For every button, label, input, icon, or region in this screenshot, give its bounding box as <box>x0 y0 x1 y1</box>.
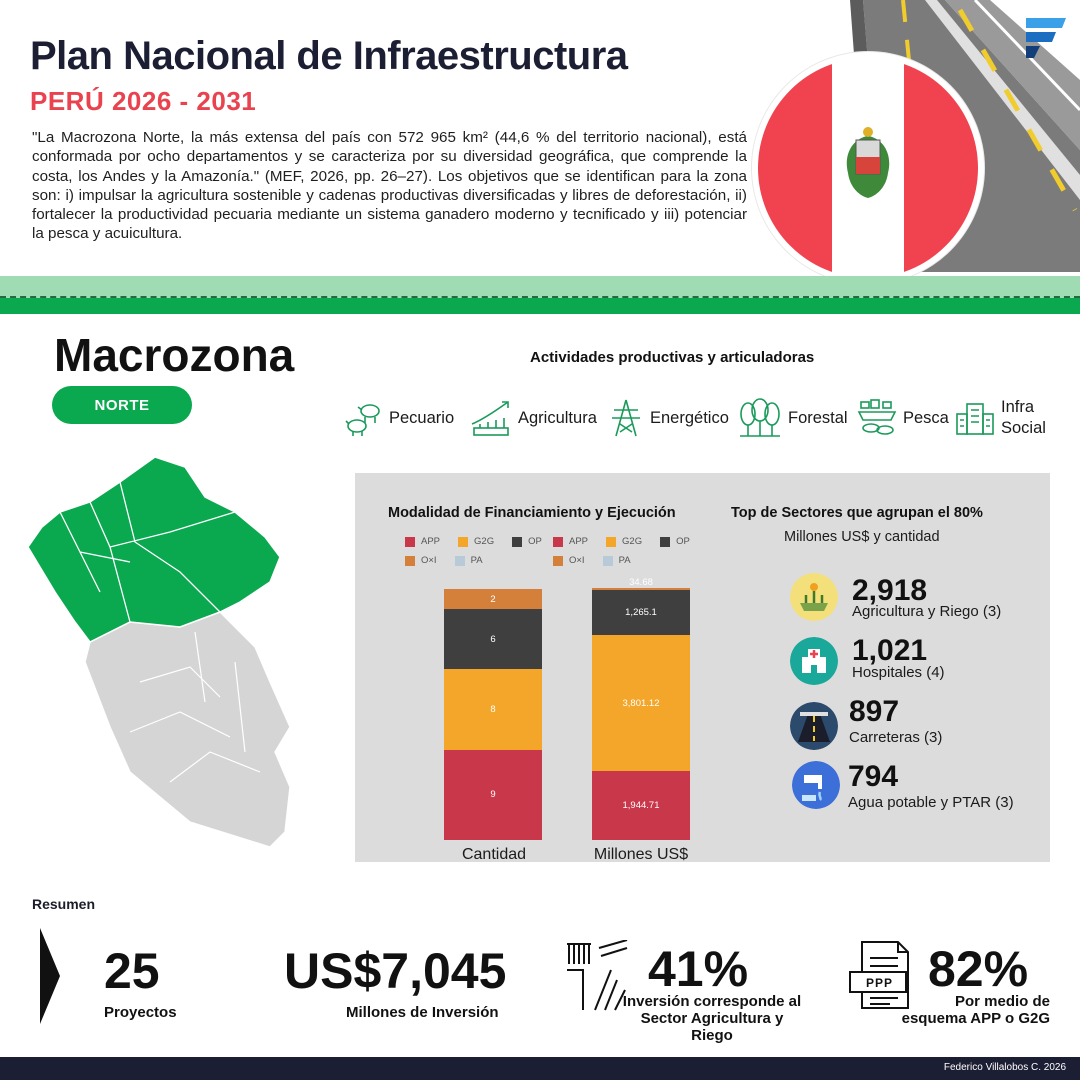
legend-swatch <box>603 556 613 566</box>
x-axis-label: Cantidad <box>461 846 527 863</box>
data-label: 34.68 <box>629 577 653 589</box>
bar-segment <box>444 669 542 749</box>
forest-icon <box>738 398 782 438</box>
activity-forestal <box>738 396 848 440</box>
legend-label: G2G <box>622 536 643 547</box>
bar-millones <box>592 577 690 840</box>
divider-band-dark <box>0 298 1080 314</box>
activity-label: Energético <box>650 408 729 427</box>
sector-value: 1,021 <box>852 634 928 667</box>
sector-item <box>790 637 838 690</box>
sectors-subtitle: Millones US$ y cantidad <box>784 529 940 545</box>
peru-flag-image <box>752 52 984 284</box>
peru-map <box>20 452 320 852</box>
legend-entry <box>603 555 631 566</box>
ppp-share-label: Por medio de esquema APP o G2G <box>901 993 1050 1027</box>
ppp-share-value: 82% <box>928 941 1029 997</box>
legend-entry <box>606 536 642 547</box>
data-label: 1,944.71 <box>622 799 660 811</box>
activity-energetico <box>608 396 729 440</box>
legend-swatch <box>512 537 522 547</box>
brand-logo-icon <box>1022 14 1068 60</box>
legend-label: G2G <box>474 536 495 547</box>
bar-segment <box>592 577 690 590</box>
activity-pecuario <box>343 396 454 440</box>
chevron-right-icon <box>40 928 60 1024</box>
finance-chart-title: Modalidad de Financiamiento y Ejecución <box>388 505 676 521</box>
legend-label: OP <box>676 536 690 547</box>
livestock-icon <box>343 398 383 438</box>
legend-swatch <box>455 556 465 566</box>
activity-label: Pecuario <box>389 408 455 427</box>
activity-infra-social <box>955 396 1046 440</box>
investment-label: Millones de Inversión <box>346 1004 499 1021</box>
sector-item <box>792 761 840 814</box>
legend-entry <box>660 536 690 547</box>
activity-label: Forestal <box>788 408 848 427</box>
bar-segment <box>444 589 542 609</box>
agriculture-icon <box>470 398 512 438</box>
investment-value: US$7,045 <box>284 943 507 999</box>
sector-label: Carreteras (3) <box>849 729 943 746</box>
chart-legend-millones <box>553 536 733 566</box>
macrozona-badge: NORTE <box>52 386 192 424</box>
finance-panel <box>355 473 1050 862</box>
activities-title: Actividades productivas y articuladoras <box>530 349 815 366</box>
water-tap-icon <box>792 761 840 809</box>
hospital-icon <box>790 637 838 685</box>
agri-share-label: Inversión corresponde al Sector Agricultura y Riego <box>622 993 802 1044</box>
legend-entry <box>553 536 588 547</box>
x-axis-label: Millones US$ <box>593 846 689 863</box>
bar-cantidad <box>444 589 542 840</box>
bar-segment <box>444 609 542 669</box>
projects-value: 25 <box>104 943 160 999</box>
data-label: 9 <box>490 789 496 801</box>
summary-title: Resumen <box>32 896 96 912</box>
bar-segment <box>444 750 542 840</box>
legend-label: PA <box>470 555 483 566</box>
sector-label: Hospitales (4) <box>852 664 945 681</box>
bar-segment <box>592 771 690 840</box>
sectors-title: Top de Sectores que agrupan el 80% <box>731 505 983 521</box>
legend-swatch <box>458 537 468 547</box>
divider-dashed-line <box>0 296 1080 298</box>
legend-swatch <box>660 537 670 547</box>
activity-label: Agricultura <box>518 408 597 427</box>
sector-value: 2,918 <box>852 574 928 607</box>
footer-credit: Federico Villalobos C. 2026 <box>943 1062 1066 1073</box>
legend-label: OP <box>528 536 542 547</box>
legend-label: O×I <box>421 555 437 566</box>
ppp-icon-text: PPP <box>866 976 894 990</box>
legend-entry <box>512 536 542 547</box>
legend-swatch <box>405 556 415 566</box>
legend-entry <box>405 536 440 547</box>
legend-swatch <box>553 556 563 566</box>
legend-label: APP <box>569 536 589 547</box>
data-label: 1,265.1 <box>625 607 657 619</box>
legend-label: O×I <box>569 555 585 566</box>
legend-entry <box>553 555 585 566</box>
legend-swatch <box>405 537 415 547</box>
building-icon <box>955 398 995 438</box>
bar-segment <box>592 590 690 635</box>
agriculture-field-icon <box>790 573 838 621</box>
sector-item <box>790 573 838 626</box>
data-label: 2 <box>490 593 496 605</box>
legend-label: APP <box>421 536 441 547</box>
fishing-icon <box>857 398 897 438</box>
data-label: 8 <box>490 703 496 715</box>
sector-label: Agricultura y Riego (3) <box>852 603 1002 620</box>
sector-item <box>790 702 838 755</box>
legend-entry <box>405 555 437 566</box>
page-subtitle: PERÚ 2026 - 2031 <box>30 86 257 116</box>
page-title: Plan Nacional de Infraestructura <box>30 34 628 78</box>
legend-entry <box>455 555 483 566</box>
data-label: 3,801.12 <box>622 697 660 709</box>
power-tower-icon <box>608 398 644 438</box>
legend-swatch <box>606 537 616 547</box>
legend-label: PA <box>618 555 631 566</box>
data-label: 6 <box>490 633 496 645</box>
macrozona-title: Macrozona <box>54 329 295 381</box>
activity-label: Pesca <box>903 408 949 427</box>
road-icon <box>790 702 838 750</box>
bar-segment <box>592 635 690 770</box>
legend-swatch <box>553 537 563 547</box>
sector-value: 794 <box>848 760 899 793</box>
legend-entry <box>458 536 494 547</box>
activity-pesca <box>857 396 949 440</box>
activity-agricultura <box>470 396 597 440</box>
footer-bar <box>0 1057 1080 1080</box>
sector-value: 897 <box>849 695 900 728</box>
sector-label: Agua potable y PTAR (3) <box>848 794 1014 811</box>
activity-label: Infra Social <box>1001 398 1046 437</box>
intro-paragraph: "La Macrozona Norte, la más extensa del país con 572 965 km² (44,6 % del territorio nacional), está conformada por ocho departamentos y se caracteriza por su diversidad geográfica, que comprende la costa, los Andes y la Amazonía." (MEF, 2026, pp. 26–27). Los objetivos que se identifican para la zona son: i) impulsar la agricultura sostenible y cadenas productivas diversificadas y libres de deforestación, ii) fortalecer la productividad pecuaria mediante un sistema ganadero moderno y tecnificado y iii) potenciar la pesca y acuicultura. <box>32 129 747 243</box>
projects-label: Proyectos <box>104 1004 177 1021</box>
agri-share-value: 41% <box>648 941 749 997</box>
